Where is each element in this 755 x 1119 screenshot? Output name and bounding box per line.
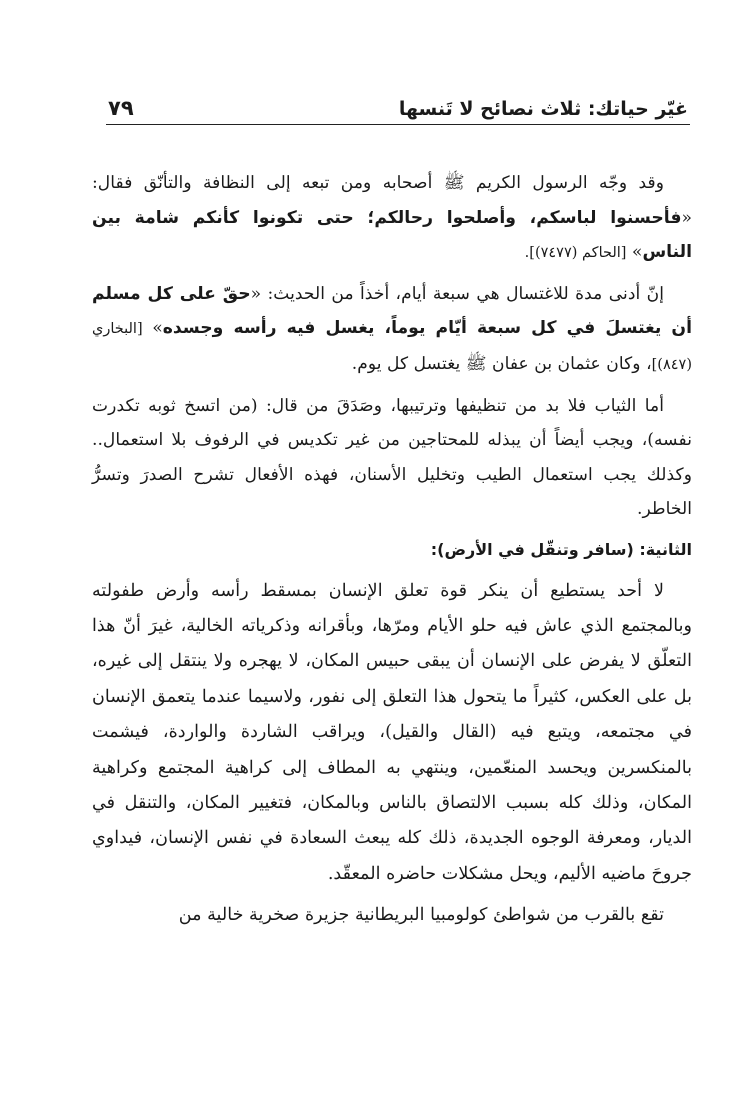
paragraph-text: وقد وجّه الرسول الكريم ﷺ أصحابه ومن تبعه إلى النظافة والتأنّق فقال: « [92, 173, 692, 228]
hadith-reference: [الحاكم (٧٤٧٧)]. [524, 245, 627, 262]
header-rule [106, 124, 690, 125]
paragraph-text: ، وكان عثمان بن عفان ﷺ يغتسل كل يوم. [351, 353, 652, 374]
page-number: ٧٩ [108, 96, 134, 120]
quote-close: » [626, 242, 643, 263]
paragraph-grooming [92, 166, 692, 271]
page-header [108, 96, 688, 120]
hadith-reference: [البخاري (٨٤٧)] [92, 321, 692, 373]
hadith-quote: حقّ على كل مسلم أن يغتسلَ في كل سبعة أيّام يوماً، يغسل فيه رأسه وجسده [92, 283, 692, 339]
paragraph-travel: لا أحد يستطيع أن ينكر قوة تعلق الإنسان بمسقط رأسه وأرض طفولته وبالمجتمع الذي عاش فيه حلو الأيام ومرّها، وبأقرانه وذكرياته الخالية، غيرَ أنّ هذا التعلّق لا يفرض على الإنسان أن يبقى حبيس المكان، لا يهجره ولا ينتقل إلى غيره، بل على العكس، كثيراً ما يتحول هذا التعلق إلى نفور، ولاسيما عندما يتعمق الإنسان في مجتمعه، ويتبع فيه (القال والقيل)، ويراقب الشاردة والواردة، فيشمت بالمنكسرين ويحسد المنعّمين، وينتهي به المطاف إلى كراهية المجتمع وكراهية المكان، وذلك كله بسبب الالتصاق بالناس وبالمكان، فتغيير المكان، والتنقل في الديار، ومعرفة الوجوه الجديدة، ذلك كله يبعث السعادة في نفس الإنسان، فيداوي جروحَ ماضيه الأليم، ويحل مشكلات حاضره المعقّد. [92, 580, 692, 884]
quote-close: » [142, 318, 163, 339]
hadith-quote: فأحسنوا لباسكم، وأصلحوا رحالكم؛ حتى تكونوا كأنكم شامة بين الناس [92, 207, 692, 263]
body-text [92, 166, 692, 940]
travel-section [92, 574, 692, 934]
paragraph-text: إنّ أدنى مدة للاغتسال هي سبعة أيام، أخذاً من الحديث: « [250, 283, 664, 304]
paragraph-island: تقع بالقرب من شواطئ كولومبيا البريطانية جزيرة صخرية خالية من [178, 905, 664, 926]
section-heading: الثانية: (سافر وتنقّل في الأرض): [430, 539, 692, 559]
paragraph-clothes: أما الثياب فلا بد من تنظيفها وترتيبها، وصَدَقَ من قال: (من اتسخ ثوبه تكدرت نفسه)، ويجب أيضاً أن يبذله للمحتاجين من غير تكديس في الرفوف بلا استعمال.. وكذلك يجب استعمال الطيب وتخليل الأسنان، فهذه الأفعال تشرح الصدرَ وتسرُّ الخاطر. [92, 395, 692, 520]
running-title: غيّر حياتك: ثلاث نصائح لا تَنسها [398, 98, 688, 120]
paragraph-bathing [92, 277, 692, 383]
